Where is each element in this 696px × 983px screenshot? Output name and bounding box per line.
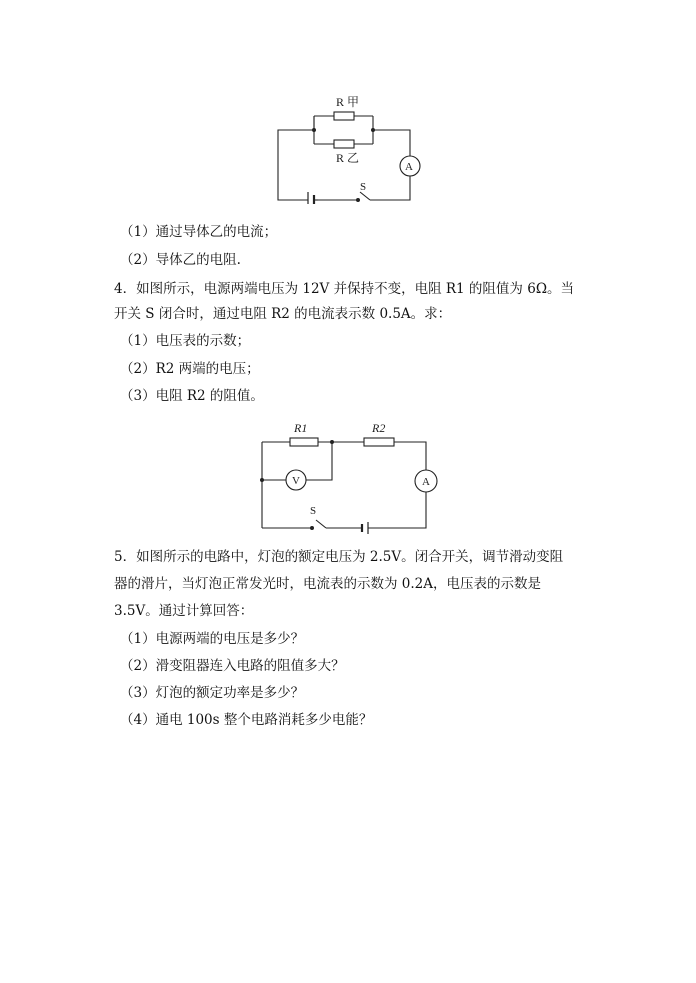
q4-part2: （2）R2 两端的电压；	[120, 361, 260, 377]
q3-part2: （2）导体乙的电阻.	[120, 252, 241, 268]
fig1-switch-label: S	[360, 181, 367, 193]
fig1-label-bottom: R 乙	[336, 151, 360, 165]
fig1-ammeter-label: A	[405, 161, 413, 173]
circuit-diagram-1	[270, 92, 430, 204]
q4-stem-line1: 4．如图所示，电源两端电压为 12V 并保持不变，电阻 R1 的阻值为 6Ω。当	[114, 281, 575, 297]
q5-stem-line3: 3.5V。通过计算回答：	[114, 603, 254, 619]
q5-stem-line2: 器的滑片，当灯泡正常发光时，电流表的示数为 0.2A，电压表的示数是	[114, 576, 542, 592]
q5-stem-line1: 5．如图所示的电路中，灯泡的额定电压为 2.5V。闭合开关，调节滑动变阻	[114, 549, 564, 565]
fig2-r2-label: R2	[372, 421, 386, 435]
q5-part1: （1）电源两端的电压是多少？	[120, 631, 305, 647]
q4-stem-line2: 开关 S 闭合时，通过电阻 R2 的电流表示数 0.5A。求：	[114, 306, 452, 322]
fig2-voltmeter-label: V	[292, 475, 300, 487]
q3-part1: （1）通过导体乙的电流；	[120, 224, 278, 240]
fig2-r1-label: R1	[294, 421, 308, 435]
q5-part3: （3）灯泡的额定功率是多少？	[120, 685, 305, 701]
q5-part4: （4）通电 100s 整个电路消耗多少电能？	[120, 712, 373, 728]
circuit-diagram-2	[254, 420, 440, 534]
fig2-ammeter-label: A	[422, 476, 430, 488]
q4-part1: （1）电压表的示数；	[120, 333, 251, 349]
fig2-switch-label: S	[310, 505, 317, 517]
q4-part3: （3）电阻 R2 的阻值。	[120, 388, 264, 404]
fig1-label-top: R 甲	[336, 95, 360, 109]
q5-part2: （2）滑变阻器连入电路的阻值多大？	[120, 658, 345, 674]
